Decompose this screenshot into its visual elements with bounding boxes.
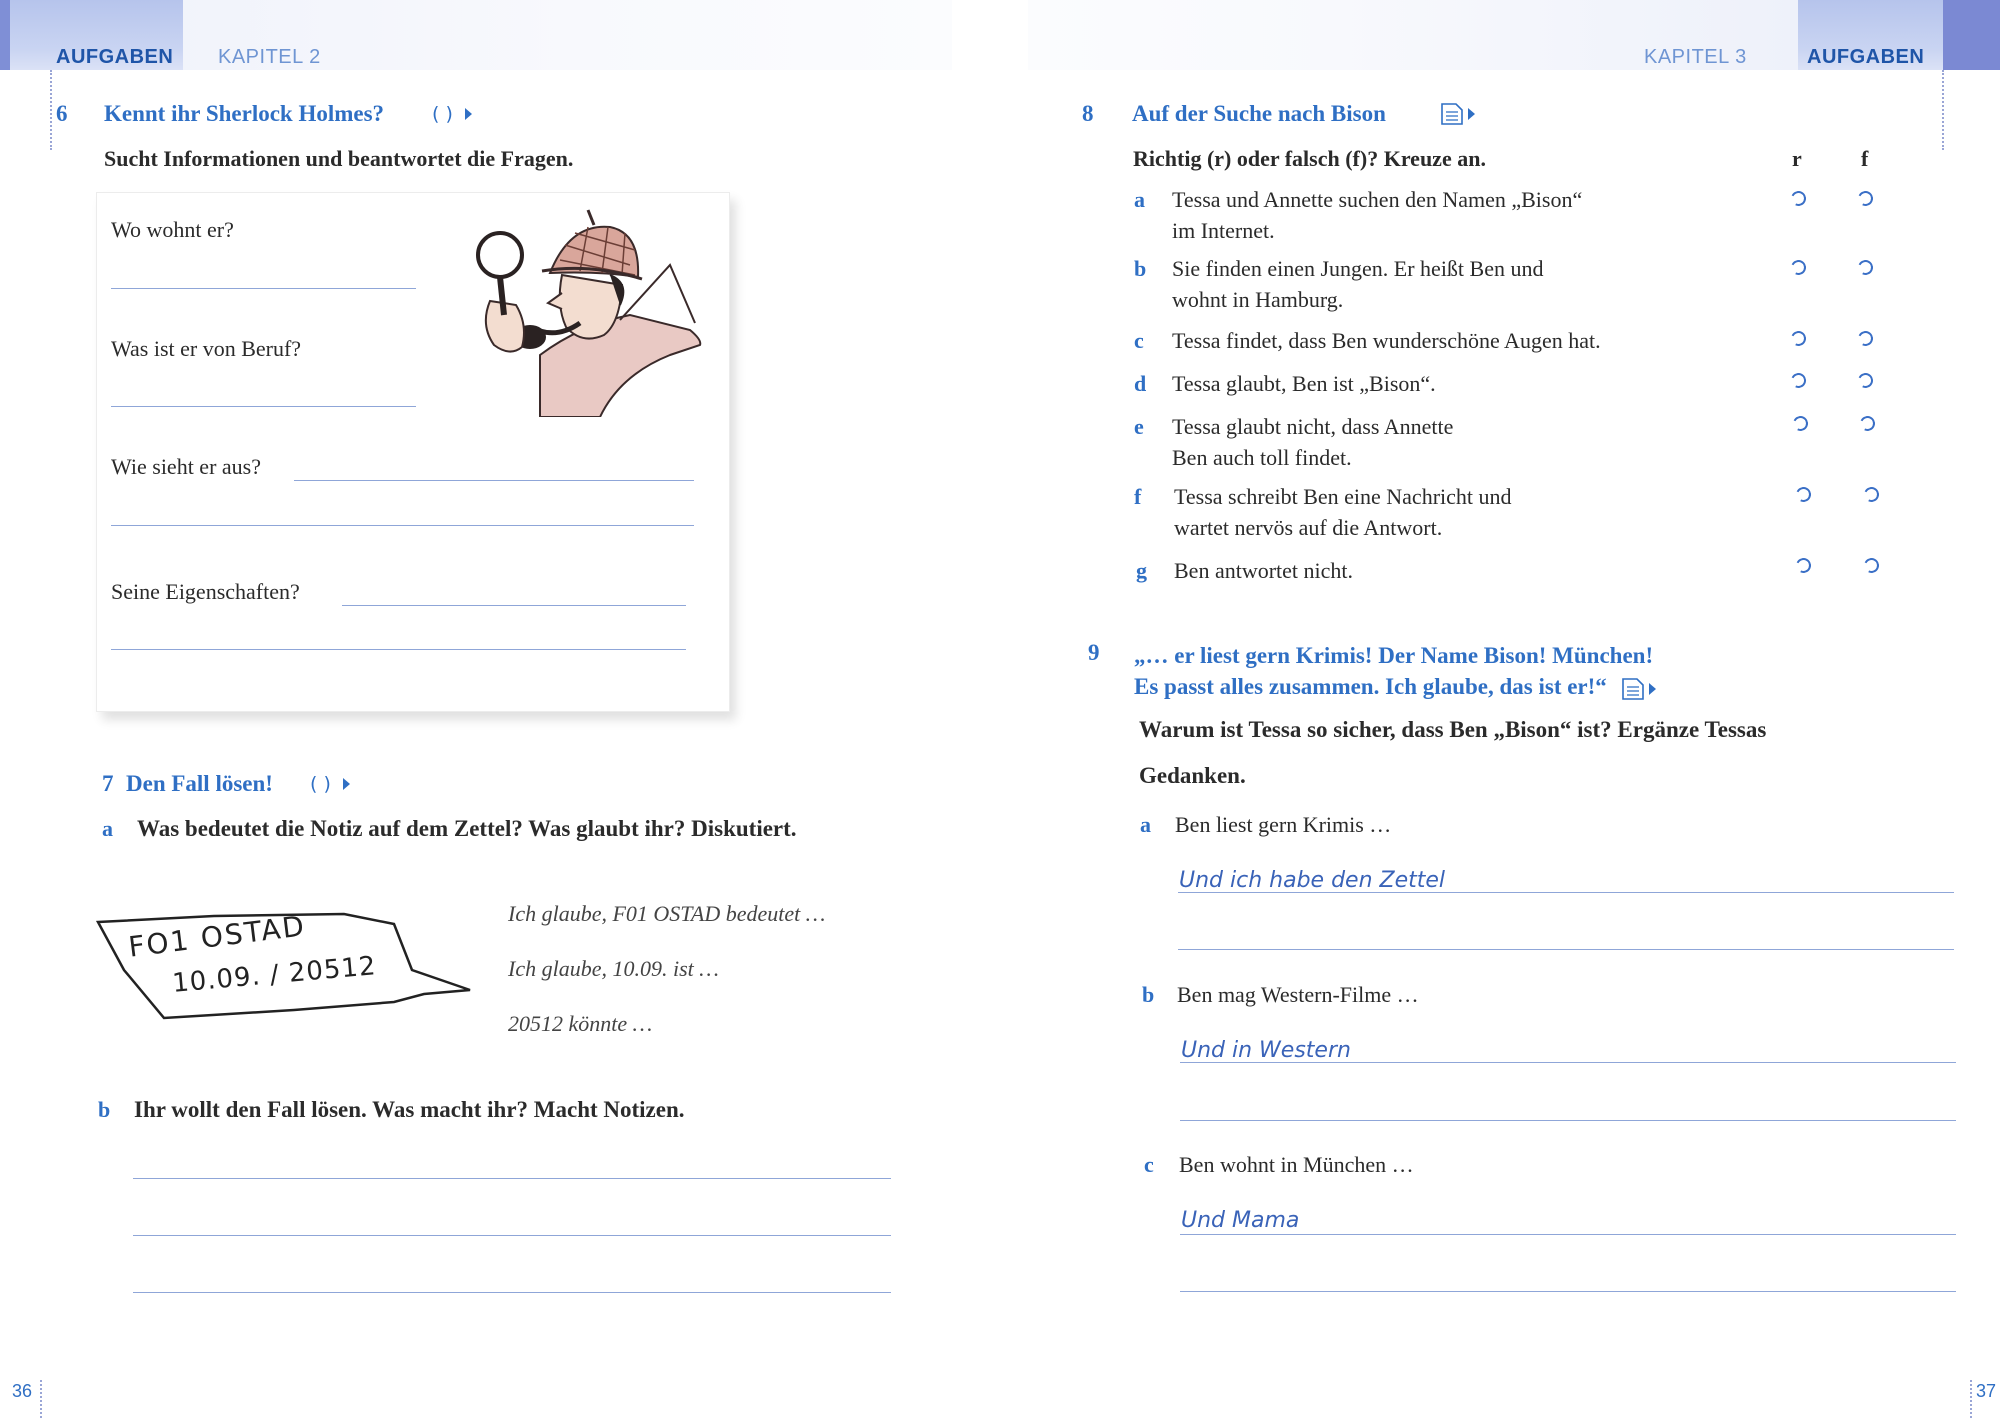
- header-section-right: AUFGABEN: [1807, 46, 1925, 68]
- ex9-a-prompt: Ben liest gern Krimis …: [1175, 812, 1392, 837]
- header-accent-strip-left: [0, 0, 10, 70]
- ex7-sentence-2: Ich glaube, 10.09. ist …: [508, 956, 719, 981]
- ex9-title: „… er liest gern Krimis! Der Name Bison! München! Es passt alles zusammen. Ich glaube, das ist er!“: [1134, 640, 1659, 702]
- ex8-item-a-letter: a: [1134, 187, 1145, 212]
- ex8-item-c-text: Tessa findet, dass Ben wunderschöne Augen hat.: [1172, 328, 1601, 353]
- ex8-item-e-text: Tessa glaubt nicht, dass Annette Ben auch toll findet.: [1172, 414, 1454, 470]
- margin-dots-bottom-right: [1970, 1380, 1972, 1418]
- answer-line-aussehen-1[interactable]: [294, 480, 694, 481]
- question-beruf: Was ist er von Beruf?: [111, 336, 302, 361]
- ex7-number: 7: [102, 771, 114, 796]
- ex9-b-letter: b: [1142, 982, 1155, 1007]
- ex8-item-d-radio-f[interactable]: [1856, 371, 1875, 390]
- column-r-header: r: [1792, 146, 1802, 171]
- ex9-b-line-1[interactable]: [1180, 1062, 1956, 1063]
- ex6-title: Kennt ihr Sherlock Holmes?: [104, 101, 385, 126]
- note-line-2: 10.09. / 20512: [171, 951, 378, 999]
- ex8-item-c-radio-f[interactable]: [1856, 329, 1875, 348]
- margin-dots-bottom-left: [40, 1380, 42, 1418]
- margin-dots-top-right: [1942, 70, 1944, 150]
- answer-line-wohnt[interactable]: [111, 288, 416, 289]
- ex8-item-d-letter: d: [1134, 371, 1147, 396]
- ex8-item-d-radio-r[interactable]: [1789, 371, 1808, 390]
- ex7-sentence-3: 20512 könnte …: [508, 1011, 653, 1036]
- ex8-number: 8: [1082, 101, 1094, 126]
- note-line-1: FO1 OSTAD: [126, 909, 308, 964]
- ex8-item-a-radio-f[interactable]: [1856, 189, 1875, 208]
- ex8-item-a-text: Tessa und Annette suchen den Namen „Bison“ im Internet.: [1172, 187, 1583, 243]
- ex9-instruction: Warum ist Tessa so sicher, dass Ben „Bison“ ist? Ergänze Tessas Gedanken.: [1139, 717, 1767, 788]
- question-eigenschaften: Seine Eigenschaften?: [111, 579, 300, 604]
- answer-line-eigenschaften-2[interactable]: [111, 649, 686, 650]
- ex7-a-letter: a: [102, 816, 113, 841]
- ex6-number: 6: [56, 101, 68, 126]
- ex8-item-c-letter: c: [1134, 328, 1144, 353]
- ex6-audio-icon[interactable]: [432, 103, 474, 125]
- sherlock-holmes-illustration: [470, 205, 702, 417]
- ex9-c-line-2[interactable]: [1180, 1291, 1956, 1292]
- ex9-b-prompt: Ben mag Western-Filme …: [1177, 982, 1419, 1007]
- ex6-instruction: Sucht Informationen und beantwortet die Fragen.: [104, 146, 574, 171]
- ex9-number: 9: [1088, 640, 1100, 665]
- ex9-b-line-2[interactable]: [1180, 1120, 1956, 1121]
- page-number-right: 37: [1976, 1381, 1997, 1401]
- ex8-item-a-radio-r[interactable]: [1789, 189, 1808, 208]
- ex8-text-document-icon[interactable]: [1440, 102, 1478, 126]
- question-wo-wohnt: Wo wohnt er?: [111, 217, 234, 242]
- ex8-item-g-radio-f[interactable]: [1862, 556, 1881, 575]
- question-aussehen: Wie sieht er aus?: [111, 454, 261, 479]
- ex8-item-d-text: Tessa glaubt, Ben ist „Bison“.: [1172, 371, 1436, 396]
- ex8-item-f-radio-r[interactable]: [1794, 485, 1813, 504]
- header-chapter-right: KAPITEL 3: [1644, 46, 1747, 68]
- ex7-b-text: Ihr wollt den Fall lösen. Was macht ihr? Macht Notizen.: [134, 1097, 685, 1122]
- ex9-a-line-1[interactable]: [1178, 892, 1954, 893]
- ex8-item-f-radio-f[interactable]: [1862, 485, 1881, 504]
- ex7-audio-icon[interactable]: [310, 773, 352, 795]
- ex9-a-line-2[interactable]: [1178, 949, 1954, 950]
- notes-line-3[interactable]: [133, 1292, 891, 1293]
- ex9-a-answer[interactable]: Und ich habe den Zettel: [1179, 868, 1446, 893]
- ex8-item-b-letter: b: [1134, 256, 1147, 281]
- ex8-item-g-radio-r[interactable]: [1794, 556, 1813, 575]
- ex8-title: Auf der Suche nach Bison: [1132, 101, 1386, 126]
- header-accent-strip-right: [1943, 0, 2000, 70]
- ex8-item-e-radio-f[interactable]: [1858, 414, 1877, 433]
- ex8-instruction: Richtig (r) oder falsch (f)? Kreuze an.: [1133, 146, 1486, 171]
- notes-line-1[interactable]: [133, 1178, 891, 1179]
- header-chapter-left: KAPITEL 2: [218, 46, 321, 68]
- margin-dots-top-left: [50, 70, 52, 150]
- ex9-c-line-1[interactable]: [1180, 1234, 1956, 1235]
- ex8-item-b-text: Sie finden einen Jungen. Er heißt Ben und wohnt in Hamburg.: [1172, 256, 1544, 312]
- ex9-text-document-icon[interactable]: [1621, 677, 1659, 701]
- ex9-b-answer[interactable]: Und in Western: [1181, 1038, 1351, 1063]
- page-number-left: 36: [12, 1381, 33, 1401]
- ex8-item-c-radio-r[interactable]: [1789, 329, 1808, 348]
- ex8-item-f-text: Tessa schreibt Ben eine Nachricht und wartet nervös auf die Antwort.: [1174, 484, 1512, 540]
- ex9-c-answer[interactable]: Und Mama: [1181, 1208, 1300, 1233]
- ex8-item-b-radio-r[interactable]: [1789, 258, 1808, 277]
- answer-line-aussehen-2[interactable]: [111, 525, 694, 526]
- ex8-item-g-letter: g: [1136, 558, 1147, 583]
- header-section-left: AUFGABEN: [56, 46, 174, 68]
- ex7-title: Den Fall lösen!: [126, 771, 273, 796]
- ex7-sentence-1: Ich glaube, F01 OSTAD bedeutet …: [508, 901, 826, 926]
- answer-line-beruf[interactable]: [111, 406, 416, 407]
- svg-text:( ): ( ): [432, 103, 453, 125]
- notes-line-2[interactable]: [133, 1235, 891, 1236]
- ex9-a-letter: a: [1140, 812, 1151, 837]
- ex9-c-letter: c: [1144, 1152, 1154, 1177]
- svg-text:( ): ( ): [310, 773, 331, 795]
- ex8-item-g-text: Ben antwortet nicht.: [1174, 558, 1354, 583]
- answer-line-eigenschaften-1[interactable]: [342, 605, 686, 606]
- ex9-c-prompt: Ben wohnt in München …: [1179, 1152, 1414, 1177]
- ex7-a-text: Was bedeutet die Notiz auf dem Zettel? Was glaubt ihr? Diskutiert.: [137, 816, 797, 841]
- ex8-item-e-radio-r[interactable]: [1791, 414, 1810, 433]
- ex8-item-e-letter: e: [1134, 414, 1144, 439]
- ex8-item-f-letter: f: [1134, 484, 1142, 509]
- column-f-header: f: [1861, 146, 1869, 171]
- ex7-b-letter: b: [98, 1097, 111, 1122]
- ex8-item-b-radio-f[interactable]: [1856, 258, 1875, 277]
